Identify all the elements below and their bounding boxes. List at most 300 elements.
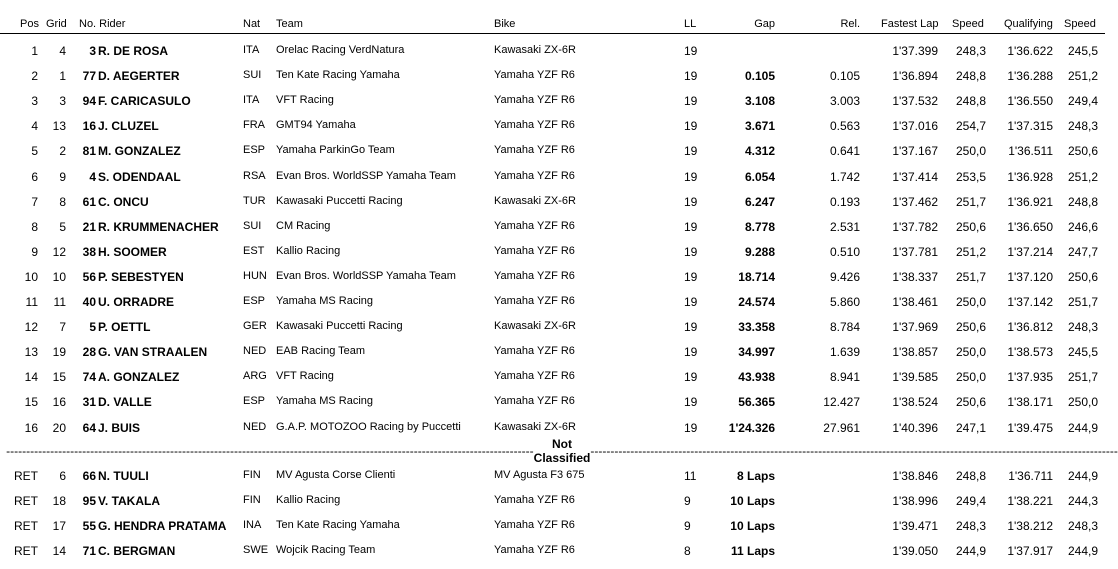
cell-speed: 251,7 (955, 194, 986, 209)
cell-qual: 1'37.315 (1007, 119, 1053, 134)
cell-qual: 1'38.221 (1007, 494, 1053, 508)
cell-team: Wojcik Racing Team (276, 544, 376, 556)
cell-pos: 13 (24, 345, 38, 360)
cell-pos: RET (14, 494, 38, 508)
cell-nat: FRA (243, 119, 265, 132)
cell-nat: TUR (243, 194, 266, 207)
cell-qspeed: 248,3 (1067, 119, 1098, 134)
cell-fastest: 1'37.781 (892, 244, 938, 259)
cell-team: Evan Bros. WorldSSP Yamaha Team (276, 269, 456, 282)
cell-rider: M. GONZALEZ (98, 144, 181, 159)
cell-rider: U. ORRADRE (98, 295, 175, 309)
cell-gap: 33.358 (738, 320, 775, 335)
cell-qspeed: 251,7 (1067, 370, 1098, 385)
cell-qspeed: 251,7 (1067, 295, 1098, 309)
cell-nat: ESP (243, 144, 266, 157)
cell-speed: 250,6 (955, 219, 986, 234)
cell-fastest: 1'37.399 (892, 44, 938, 58)
cell-ll: 19 (684, 219, 698, 234)
cell-no: 5 (89, 320, 96, 335)
cell-pos: RET (14, 519, 38, 533)
cell-pos: RET (14, 469, 38, 483)
cell-fastest: 1'38.846 (892, 469, 938, 483)
cell-fastest: 1'39.471 (892, 519, 938, 533)
cell-no: 77 (82, 69, 96, 84)
cell-grid: 6 (59, 469, 66, 483)
cell-nat: ITA (243, 44, 260, 56)
cell-fastest: 1'36.894 (892, 69, 938, 84)
cell-gap: 4.312 (744, 144, 775, 159)
cell-rider: C. BERGMAN (98, 544, 176, 558)
cell-rel: 0.563 (829, 119, 860, 134)
cell-team: GMT94 Yamaha (276, 119, 356, 132)
cell-gap: 9.288 (744, 244, 775, 259)
cell-ll: 19 (684, 69, 698, 84)
cell-pos: 2 (31, 69, 38, 84)
cell-grid: 20 (52, 420, 66, 435)
cell-grid: 5 (59, 219, 66, 234)
cell-gap: 11 Laps (730, 544, 775, 558)
cell-rider: H. SOOMER (98, 244, 167, 259)
cell-bike: Kawasaki ZX-6R (494, 420, 576, 433)
cell-speed: 254,7 (955, 119, 986, 134)
cell-bike: Yamaha YZF R6 (494, 370, 575, 383)
cell-bike: Yamaha YZF R6 (494, 94, 575, 107)
cell-gap: 8.778 (744, 219, 775, 234)
header-team: Team (276, 18, 303, 30)
cell-pos: 9 (31, 244, 38, 259)
cell-gap: 34.997 (738, 345, 775, 360)
cell-no: 16 (82, 119, 96, 134)
table-row (0, 414, 1105, 439)
cell-speed: 253,5 (955, 169, 986, 184)
cell-gap: 6.247 (744, 194, 775, 209)
cell-qual: 1'36.928 (1007, 169, 1053, 184)
cell-rel: 3.003 (829, 94, 860, 109)
cell-qual: 1'36.511 (1008, 144, 1053, 159)
cell-qspeed: 244,9 (1067, 420, 1098, 435)
cell-nat: ESP (243, 295, 266, 307)
table-row (0, 37, 1105, 62)
cell-team: Yamaha ParkinGo Team (276, 144, 395, 157)
cell-ll: 19 (684, 320, 698, 335)
cell-ll: 19 (684, 420, 698, 435)
cell-qual: 1'37.120 (1007, 269, 1053, 284)
cell-qual: 1'37.917 (1007, 544, 1053, 558)
cell-rider: G. HENDRA PRATAMA (98, 519, 227, 533)
cell-ll: 9 (684, 494, 691, 508)
cell-qspeed: 244,3 (1067, 494, 1098, 508)
cell-bike: Yamaha YZF R6 (494, 119, 575, 132)
cell-nat: FIN (243, 494, 261, 506)
cell-grid: 9 (59, 169, 66, 184)
cell-gap: 3.108 (744, 94, 775, 109)
divider-dashes-left: ------------------------------------------------------------------------------------------------------------------------------------ (6, 444, 534, 458)
table-row (0, 462, 1105, 487)
cell-fastest: 1'39.585 (892, 370, 938, 385)
cell-speed: 248,3 (955, 519, 986, 533)
table-row (0, 363, 1105, 388)
table-row (0, 213, 1105, 238)
cell-qspeed: 247,7 (1067, 244, 1098, 259)
cell-grid: 13 (52, 119, 66, 134)
cell-pos: 15 (24, 395, 38, 410)
cell-qual: 1'38.171 (1007, 395, 1053, 410)
table-row (0, 112, 1105, 137)
cell-bike: Yamaha YZF R6 (494, 219, 575, 232)
cell-no: 3 (89, 44, 96, 58)
table-row (0, 388, 1105, 413)
cell-no: 38 (82, 244, 96, 259)
cell-ll: 19 (684, 94, 698, 109)
cell-pos: 14 (24, 370, 38, 385)
cell-rider: P. OETTL (98, 320, 151, 335)
cell-qspeed: 250,0 (1067, 395, 1098, 410)
cell-no: 81 (82, 144, 96, 159)
cell-rider: F. CARICASULO (98, 94, 191, 109)
cell-qspeed: 248,8 (1067, 194, 1098, 209)
cell-qual: 1'37.142 (1007, 295, 1053, 309)
cell-speed: 250,0 (955, 370, 986, 385)
cell-fastest: 1'40.396 (892, 420, 938, 435)
cell-qspeed: 246,6 (1067, 219, 1098, 234)
header-gap: Gap (754, 18, 775, 30)
cell-rel: 9.426 (829, 269, 860, 284)
header-no-rider: No. Rider (79, 18, 126, 30)
cell-qual: 1'36.921 (1007, 194, 1053, 209)
cell-qual: 1'39.475 (1007, 420, 1053, 435)
table-row (0, 338, 1105, 363)
cell-pos: 1 (31, 44, 38, 58)
cell-ll: 19 (684, 119, 698, 134)
table-row (0, 163, 1105, 188)
cell-qual: 1'36.550 (1007, 94, 1053, 109)
cell-speed: 248,3 (955, 44, 986, 58)
cell-fastest: 1'38.857 (892, 345, 938, 360)
header-fastest-lap: Fastest Lap (881, 18, 939, 30)
cell-nat: SWE (243, 544, 269, 556)
cell-rel: 0.105 (829, 69, 860, 84)
cell-team: CM Racing (276, 219, 331, 232)
cell-fastest: 1'38.524 (892, 395, 938, 410)
not-classified-divider (6, 437, 1118, 465)
cell-rider: S. ODENDAAL (98, 169, 181, 184)
table-row (0, 188, 1105, 213)
cell-fastest: 1'37.969 (892, 320, 938, 335)
cell-fastest: 1'37.782 (892, 219, 938, 234)
cell-rel: 1.742 (829, 169, 860, 184)
cell-qual: 1'38.212 (1007, 519, 1053, 533)
cell-nat: INA (243, 519, 262, 531)
cell-pos: 5 (31, 144, 38, 159)
cell-no: 56 (82, 269, 96, 284)
cell-no: 31 (82, 395, 96, 410)
cell-gap: 10 Laps (730, 519, 775, 533)
cell-pos: 16 (24, 420, 38, 435)
cell-speed: 248,8 (955, 94, 986, 109)
cell-fastest: 1'38.996 (892, 494, 938, 508)
cell-nat: ITA (243, 94, 260, 107)
cell-no: 71 (82, 544, 96, 558)
header-bike: Bike (494, 18, 516, 30)
cell-grid: 15 (52, 370, 66, 385)
cell-rider: A. GONZALEZ (98, 370, 180, 385)
table-row (0, 313, 1105, 338)
cell-qspeed: 250,6 (1067, 269, 1098, 284)
cell-bike: Kawasaki ZX-6R (494, 44, 576, 56)
cell-fastest: 1'37.167 (892, 144, 938, 159)
cell-pos: 6 (31, 169, 38, 184)
cell-rel: 0.641 (829, 144, 860, 159)
cell-qspeed: 248,3 (1067, 320, 1098, 335)
cell-speed: 250,0 (955, 295, 986, 309)
header-grid: Grid (46, 18, 67, 30)
cell-qspeed: 244,9 (1067, 544, 1098, 558)
cell-team: Kawasaki Puccetti Racing (276, 194, 403, 207)
cell-bike: Yamaha YZF R6 (494, 144, 575, 157)
cell-nat: NED (243, 345, 267, 358)
cell-gap: 3.671 (744, 119, 775, 134)
cell-pos: RET (14, 544, 38, 558)
cell-nat: EST (243, 244, 265, 257)
cell-grid: 10 (52, 269, 66, 284)
table-row (0, 87, 1105, 112)
cell-ll: 11 (684, 469, 697, 483)
cell-speed: 250,0 (955, 345, 986, 360)
cell-ll: 19 (684, 345, 698, 360)
cell-bike: Yamaha YZF R6 (494, 345, 575, 358)
cell-fastest: 1'38.337 (892, 269, 938, 284)
cell-rider: R. KRUMMENACHER (98, 219, 219, 234)
cell-qual: 1'36.650 (1007, 219, 1053, 234)
header-pos: Pos (20, 18, 39, 30)
cell-pos: 4 (31, 119, 38, 134)
cell-rider: J. BUIS (98, 420, 141, 435)
cell-speed: 250,0 (955, 144, 986, 159)
cell-rider: N. TUULI (98, 469, 149, 483)
cell-rider: D. VALLE (98, 395, 152, 410)
cell-qual: 1'36.622 (1007, 44, 1053, 58)
table-row (0, 62, 1105, 87)
cell-team: Ten Kate Racing Yamaha (276, 69, 400, 82)
cell-pos: 11 (25, 295, 38, 309)
cell-qspeed: 250,6 (1067, 144, 1098, 159)
cell-no: 64 (82, 420, 96, 435)
cell-speed: 248,8 (955, 469, 986, 483)
cell-bike: Yamaha YZF R6 (494, 69, 575, 82)
cell-speed: 250,6 (955, 395, 986, 410)
cell-no: 94 (82, 94, 96, 109)
cell-ll: 19 (684, 144, 698, 159)
cell-fastest: 1'38.461 (892, 295, 938, 309)
cell-rel: 2.531 (829, 219, 860, 234)
cell-no: 95 (82, 494, 96, 508)
cell-qual: 1'37.214 (1007, 244, 1053, 259)
cell-gap: 1'24.326 (728, 420, 775, 435)
cell-team: Kallio Racing (276, 244, 341, 257)
cell-nat: GER (243, 320, 267, 333)
cell-team: Ten Kate Racing Yamaha (276, 519, 400, 531)
cell-rel: 8.784 (829, 320, 860, 335)
table-header (0, 0, 1105, 34)
cell-no: 40 (82, 295, 96, 309)
cell-grid: 19 (52, 345, 66, 360)
cell-rider: G. VAN STRAALEN (98, 345, 208, 360)
cell-grid: 2 (59, 144, 66, 159)
cell-team: EAB Racing Team (276, 345, 366, 358)
cell-ll: 19 (684, 194, 698, 209)
cell-team: Yamaha MS Racing (276, 295, 374, 307)
header-qualifying-speed: Speed (1064, 18, 1096, 30)
table-row (0, 487, 1105, 512)
cell-no: 4 (89, 169, 96, 184)
divider-dashes-right: ------------------------------------------------------------------------------------------------------------------------------------ (590, 444, 1118, 458)
cell-qual: 1'36.711 (1008, 469, 1053, 483)
cell-qspeed: 249,4 (1067, 94, 1098, 109)
cell-rel: 12.427 (823, 395, 860, 410)
cell-rider: J. CLUZEL (98, 119, 159, 134)
cell-gap: 18.714 (738, 269, 775, 284)
cell-gap: 43.938 (738, 370, 775, 385)
cell-nat: FIN (243, 469, 261, 481)
cell-gap: 56.365 (738, 395, 775, 410)
cell-rel: 5.860 (829, 295, 860, 309)
cell-qual: 1'36.288 (1007, 69, 1053, 84)
cell-bike: Yamaha YZF R6 (494, 295, 575, 307)
cell-speed: 248,8 (955, 69, 986, 84)
cell-rider: P. SEBESTYEN (98, 269, 184, 284)
cell-qual: 1'38.573 (1007, 345, 1053, 360)
table-row (0, 137, 1105, 162)
cell-no: 66 (82, 469, 96, 483)
cell-bike: Kawasaki ZX-6R (494, 320, 576, 333)
cell-team: VFT Racing (276, 370, 334, 383)
cell-team: Orelac Racing VerdNatura (276, 44, 405, 56)
cell-team: VFT Racing (276, 94, 334, 107)
not-classified-label: Not Classified (533, 437, 591, 465)
cell-qspeed: 251,2 (1067, 69, 1098, 84)
cell-ll: 9 (684, 519, 691, 533)
cell-rider: V. TAKALA (98, 494, 161, 508)
cell-nat: SUI (243, 219, 262, 232)
cell-pos: 3 (31, 94, 38, 109)
cell-fastest: 1'39.050 (892, 544, 938, 558)
cell-grid: 12 (52, 244, 66, 259)
cell-ll: 19 (684, 269, 698, 284)
cell-qspeed: 244,9 (1067, 469, 1098, 483)
cell-bike: Yamaha YZF R6 (494, 169, 575, 182)
table-row (0, 288, 1105, 313)
cell-qspeed: 245,5 (1067, 44, 1098, 58)
cell-gap: 10 Laps (730, 494, 775, 508)
cell-rel: 0.193 (829, 194, 860, 209)
cell-grid: 3 (59, 94, 66, 109)
cell-speed: 247,1 (955, 420, 986, 435)
cell-pos: 10 (24, 269, 38, 284)
cell-gap: 6.054 (744, 169, 775, 184)
table-row (0, 537, 1105, 562)
cell-ll: 19 (684, 370, 698, 385)
cell-rider: R. DE ROSA (98, 44, 169, 58)
cell-nat: SUI (243, 69, 262, 82)
cell-ll: 19 (684, 295, 698, 309)
header-ll: LL (684, 18, 697, 30)
cell-rel: 27.961 (823, 420, 860, 435)
cell-team: Yamaha MS Racing (276, 395, 374, 408)
table-row (0, 238, 1105, 263)
cell-qspeed: 251,2 (1067, 169, 1098, 184)
cell-team: Kawasaki Puccetti Racing (276, 320, 403, 333)
cell-no: 21 (82, 219, 96, 234)
cell-speed: 244,9 (955, 544, 986, 558)
cell-qspeed: 248,3 (1067, 519, 1098, 533)
cell-team: MV Agusta Corse Clienti (276, 469, 396, 481)
cell-grid: 4 (59, 44, 66, 58)
cell-pos: 7 (31, 194, 38, 209)
cell-team: Evan Bros. WorldSSP Yamaha Team (276, 169, 456, 182)
cell-gap: 8 Laps (736, 469, 775, 483)
table-row (0, 512, 1105, 537)
cell-qspeed: 245,5 (1067, 345, 1098, 360)
cell-ll: 8 (684, 544, 691, 558)
cell-ll: 19 (684, 244, 698, 259)
cell-bike: Yamaha YZF R6 (494, 519, 575, 531)
cell-grid: 14 (52, 544, 66, 558)
cell-grid: 1 (59, 69, 66, 84)
header-qualifying: Qualifying (1004, 18, 1053, 30)
cell-team: Kallio Racing (276, 494, 341, 506)
cell-no: 74 (82, 370, 96, 385)
cell-speed: 251,2 (955, 244, 986, 259)
cell-rel: 8.941 (829, 370, 860, 385)
cell-no: 28 (82, 345, 96, 360)
cell-bike: Kawasaki ZX-6R (494, 194, 576, 207)
cell-fastest: 1'37.016 (892, 119, 938, 134)
cell-nat: ESP (243, 395, 266, 408)
table-row (0, 263, 1105, 288)
cell-fastest: 1'37.414 (892, 169, 938, 184)
cell-pos: 12 (24, 320, 38, 335)
cell-grid: 16 (52, 395, 66, 410)
cell-bike: Yamaha YZF R6 (494, 244, 575, 257)
cell-bike: Yamaha YZF R6 (494, 269, 575, 282)
cell-gap: 0.105 (744, 69, 775, 84)
cell-nat: ARG (243, 370, 267, 383)
header-speed: Speed (952, 18, 984, 30)
cell-rel: 1.639 (829, 345, 860, 360)
cell-fastest: 1'37.532 (892, 94, 938, 109)
cell-rider: C. ONCU (98, 194, 149, 209)
cell-rel: 0.510 (829, 244, 860, 259)
cell-rider: D. AEGERTER (98, 69, 180, 84)
cell-grid: 11 (53, 295, 66, 309)
cell-nat: HUN (243, 269, 267, 282)
cell-no: 61 (82, 194, 96, 209)
cell-ll: 19 (684, 395, 698, 410)
cell-ll: 19 (684, 44, 698, 58)
cell-grid: 7 (59, 320, 66, 335)
cell-bike: Yamaha YZF R6 (494, 544, 575, 556)
cell-grid: 18 (52, 494, 66, 508)
cell-bike: MV Agusta F3 675 (494, 469, 585, 481)
cell-fastest: 1'37.462 (892, 194, 938, 209)
cell-gap: 24.574 (738, 295, 775, 309)
cell-bike: Yamaha YZF R6 (494, 395, 575, 408)
cell-speed: 250,6 (955, 320, 986, 335)
cell-nat: NED (243, 420, 267, 433)
cell-qual: 1'36.812 (1007, 320, 1053, 335)
header-nat: Nat (243, 18, 261, 30)
